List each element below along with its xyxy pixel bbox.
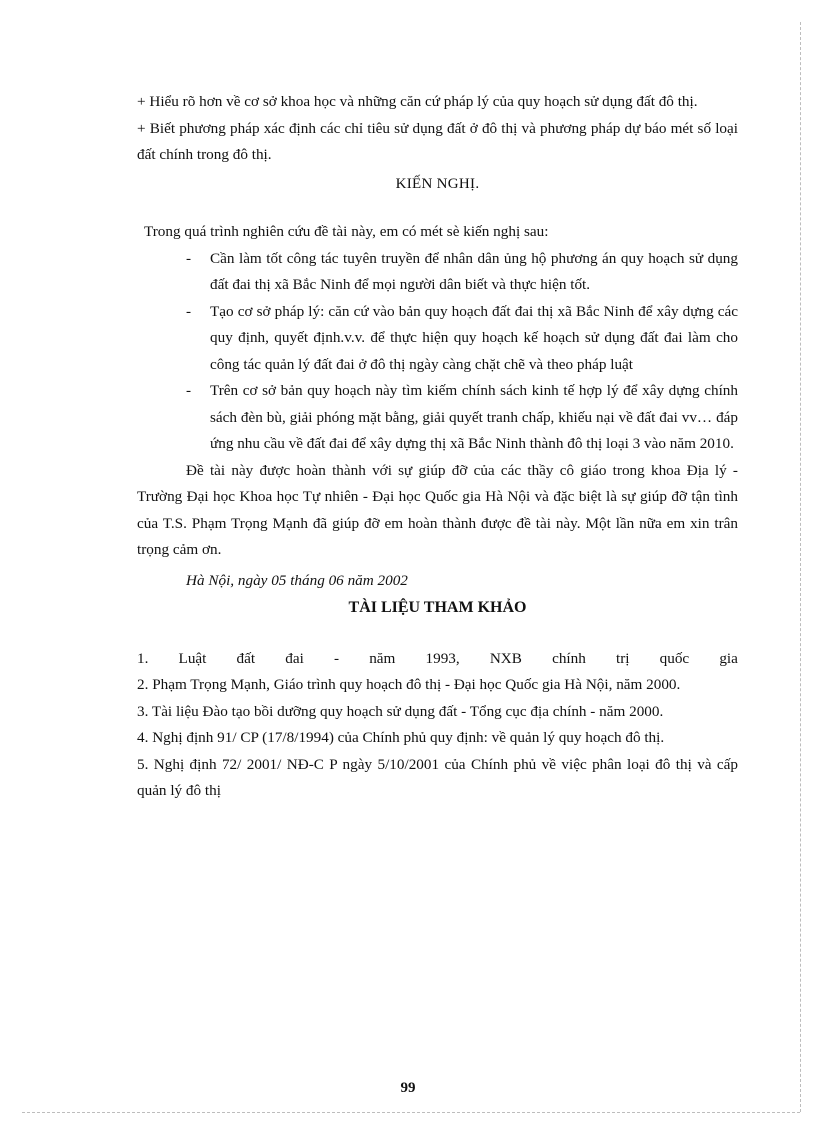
reference-item: 3. Tài liệu Đào tạo bồi dưỡng quy hoạch sử dụng đất - Tổng cục địa chính - năm 2000.	[137, 702, 664, 720]
reference-word: đai	[285, 649, 304, 667]
reference-item: 5. Nghị định 72/ 2001/ NĐ-C P ngày 5/10/2001 của Chính phủ về việc phân loại đô thị và cấp quản lý đô thị	[137, 755, 738, 799]
reference-word: quốc	[659, 649, 690, 667]
page-content	[137, 89, 738, 805]
reference-item: 2. Phạm Trọng Mạnh, Giáo trình quy hoạch đô thị - Đại học Quốc gia Hà Nội, năm 2000.	[137, 676, 681, 693]
date-line: Hà Nội, ngày 05 tháng 06 năm 2002	[186, 571, 408, 589]
reference-word: đất	[236, 649, 256, 667]
benefit-paragraph: + Hiểu rõ hơn về cơ sở khoa học và những căn cứ pháp lý của quy hoạch sử dụng đất đô thị.	[137, 93, 698, 110]
recommendation-text: Cần làm tốt công tác tuyên truyền để nhân dân ủng hộ phương án quy hoạch sử dụng đất đai thị xã Bắc Ninh để mọi người dân biết và thực hiện tốt.	[210, 249, 738, 293]
recommendations-intro: Trong quá trình nghiên cứu đề tài này, em có mét sè kiến nghị sau:	[144, 223, 549, 240]
benefit-paragraph: + Biết phương pháp xác định các chỉ tiêu sử dụng đất ở đô thị và phương pháp dự báo mét số loại đất chính trong đô thị.	[137, 119, 738, 163]
reference-word: chính	[552, 649, 586, 667]
recommendation-text: Tạo cơ sở pháp lý: căn cứ vào bản quy hoạch đất đai thị xã Bắc Ninh để xây dựng các quy định, quyết định.v.v. để thực hiện quy hoạch kế hoạch sử dụng đất đai làm cho công tác quản lý đất đai ở đô thị ngày càng chặt chẽ và theo pháp luật	[210, 302, 738, 373]
list-item	[186, 299, 738, 379]
page-number: 99	[400, 1080, 416, 1096]
reference-word: 1.	[137, 649, 149, 667]
reference-word: Luật	[178, 649, 207, 667]
recommendations-heading: KIẾN NGHỊ.	[395, 175, 480, 192]
page-border-right	[800, 22, 801, 1112]
list-item	[186, 246, 738, 299]
dash-bullet: -	[186, 302, 192, 320]
list-item	[186, 378, 738, 458]
reference-word: trị	[615, 649, 630, 667]
dash-bullet: -	[186, 382, 192, 399]
reference-word: gia	[719, 649, 738, 667]
reference-item: 4. Nghị định 91/ CP (17/8/1994) của Chính phủ quy định: về quản lý quy hoạch đô thị.	[137, 729, 665, 746]
reference-word: -	[333, 649, 340, 667]
reference-word: 1993,	[425, 649, 460, 667]
recommendation-text: Trên cơ sở bản quy hoạch này tìm kiếm chính sách kinh tế hợp lý để xây dựng chính sách đèn bù, giải phóng mặt bằng, giải quyết tranh chấp, khiếu nại về đất đai vv… đáp ứng nhu cầu về đất đai để xây dựng thị xã Bắc Ninh thành đô thị loại 3 vào năm 2010.	[210, 382, 738, 452]
references-heading: TÀI LIỆU THAM KHẢO	[348, 599, 527, 616]
page-border-bottom	[22, 1112, 800, 1113]
reference-word: NXB	[489, 649, 522, 667]
reference-word: năm	[369, 649, 396, 667]
dash-bullet: -	[186, 249, 192, 267]
recommendations-list	[137, 246, 738, 458]
acknowledgement-paragraph: Đề tài này được hoàn thành với sự giúp đỡ của các thầy cô giáo trong khoa Địa lý - Trường Đại học Khoa học Tự nhiên - Đại học Quốc gia Hà Nội và đặc biệt là sự giúp đỡ tận tình của T.S. Phạm Trọng Mạnh đã giúp đỡ em hoàn thành được đề tài này. Một lần nữa em xin trân trọng cảm ơn.	[137, 461, 738, 558]
reference-item-first	[137, 646, 738, 673]
